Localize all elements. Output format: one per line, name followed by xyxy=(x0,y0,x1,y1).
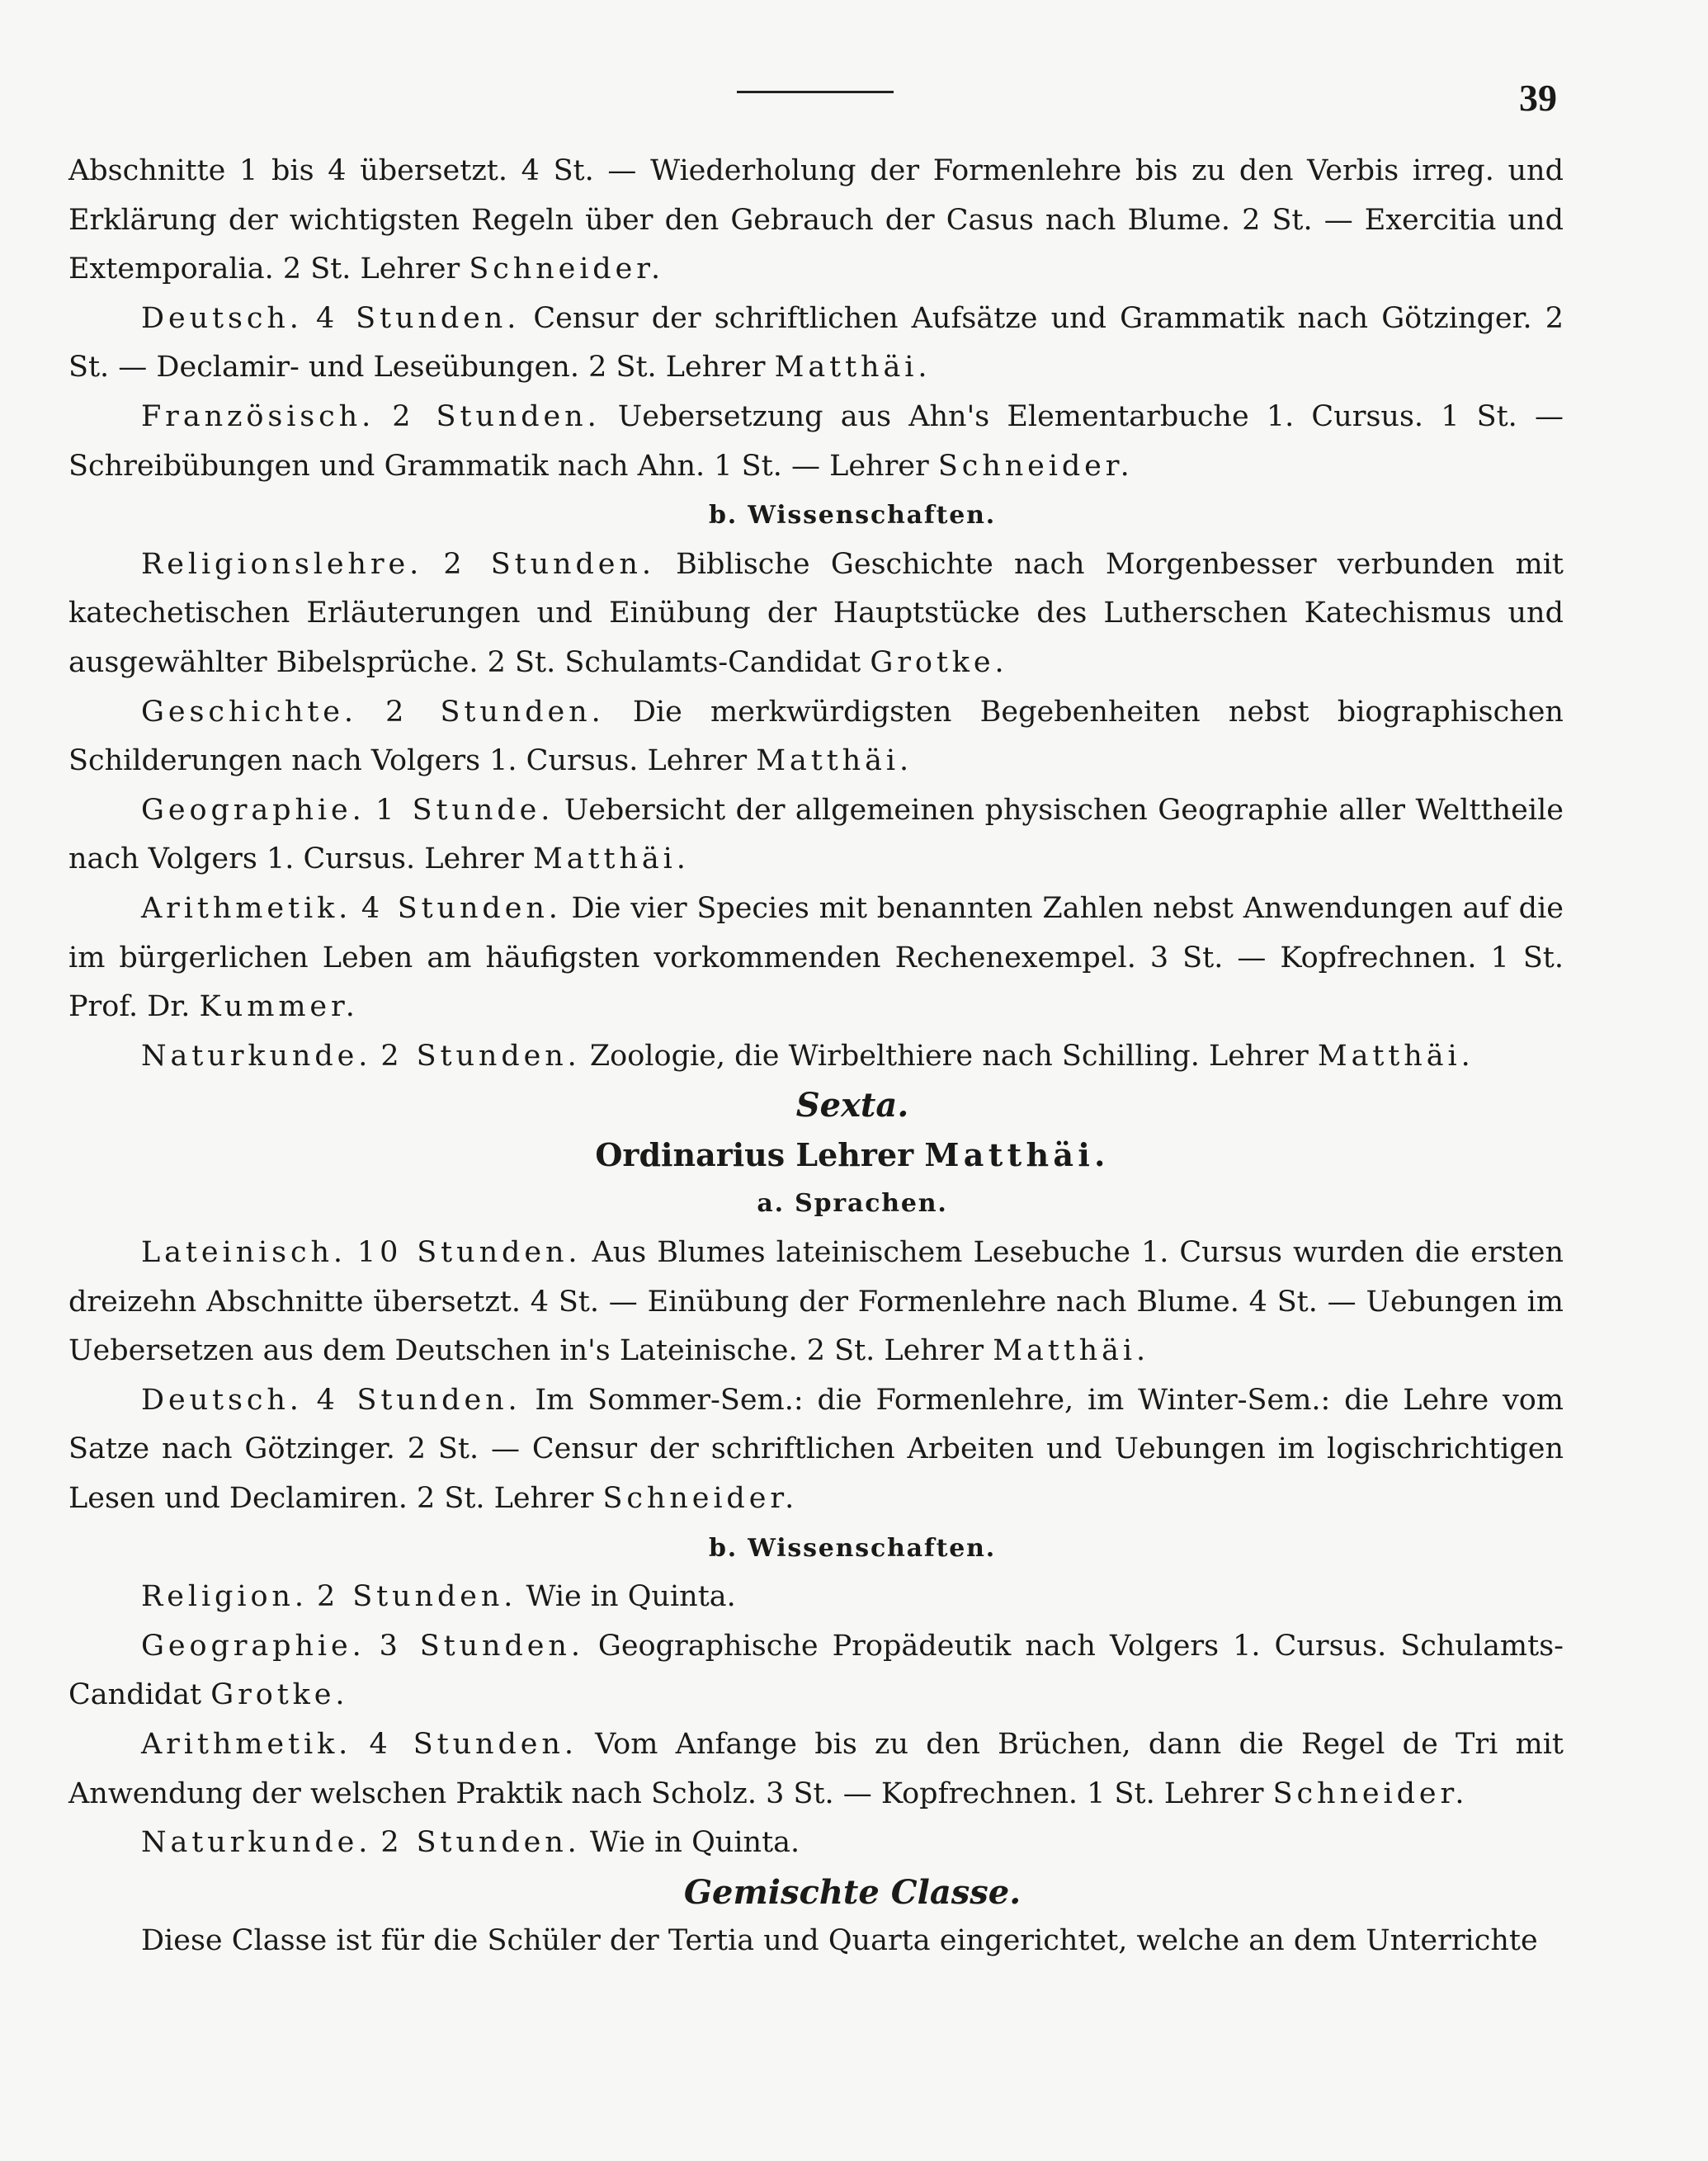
paragraph-text: Wie in Quinta. xyxy=(517,1580,736,1614)
ordinarius-prefix: Ordinarius Lehrer xyxy=(595,1135,925,1173)
subject-label: Arithmetik. xyxy=(141,891,352,925)
teacher-name: Schneider. xyxy=(469,252,665,286)
paragraph-franzoesisch xyxy=(68,393,1564,491)
paragraph-text: Die vier Species mit benannten Zahlen nebst Anwendungen auf die im bürgerlichen Leben am häufigsten vorkommenden Rechenexempel. 3 St. — Kopfrechnen. 1 St. Prof. Dr. xyxy=(68,891,1564,1024)
paragraph-geschichte xyxy=(68,688,1564,786)
paragraph-gemischte: Diese Classe ist für die Schüler der Tertia und Quarta eingerichtet, welche an dem Unterrichte xyxy=(141,1924,1538,1958)
body-text xyxy=(68,147,1564,1966)
paragraph-lateinisch xyxy=(68,1229,1564,1376)
subject-label: Geographie. xyxy=(141,793,366,827)
hours-label: 2 Stunden. xyxy=(317,1580,517,1614)
subject-label: Geschichte. xyxy=(141,695,357,729)
paragraph-text: Im Sommer-Sem.: die Formenlehre, im Winter-Sem.: die Lehre vom Satze nach Götzinger. 2 St. — Censur der schriftlichen Arbeiten und Uebungen im logischrichtigen Lesen und Declamiren. 2 St. Lehrer xyxy=(68,1383,1564,1516)
paragraph-text: Censur der schriftlichen Aufsätze und Grammatik nach Götzinger. 2 St. — Declamir- und Leseübungen. 2 St. Lehrer xyxy=(68,301,1564,385)
subject-label: Deutsch. xyxy=(141,301,303,335)
ordinarius-line xyxy=(68,1130,1564,1180)
top-rule xyxy=(737,91,894,93)
subject-label: Religionslehre. xyxy=(141,547,423,581)
hours-label: 4 Stunden. xyxy=(316,1383,521,1417)
ordinarius-name: Matthäi. xyxy=(924,1135,1110,1173)
paragraph-arithmetik-sexta xyxy=(68,1720,1564,1819)
paragraph-text: Zoologie, die Wirbelthiere nach Schilling. Lehrer xyxy=(580,1039,1318,1073)
section-heading-wissenschaften: b. Wissenschaften. xyxy=(708,501,996,531)
teacher-name: Matthäi. xyxy=(756,744,913,778)
paragraph-text: Biblische Geschichte nach Morgenbesser verbunden mit katechetischen Erläuterungen und Einübung der Hauptstücke des Lutherschen Katechismus und ausgewählter Bibelsprüche. 2 St. Schulamts-Candidat xyxy=(68,547,1564,679)
teacher-name: Grotke. xyxy=(210,1678,349,1712)
subject-label: Geographie. xyxy=(141,1629,366,1663)
class-heading-gemischte: Gemischte Classe. xyxy=(683,1872,1021,1912)
hours-label: 2 Stunden. xyxy=(392,399,601,433)
hours-label: 10 Stunden. xyxy=(357,1236,582,1270)
subject-label: Religion. xyxy=(141,1580,308,1614)
hours-label: 4 Stunden. xyxy=(369,1728,578,1761)
teacher-name: Schneider. xyxy=(937,449,1134,483)
teacher-name: Schneider. xyxy=(1272,1776,1469,1810)
paragraph-religionslehre xyxy=(68,540,1564,688)
teacher-name: Matthäi. xyxy=(993,1334,1149,1368)
paragraph-text: Uebersetzung aus Ahn's Elementarbuche 1. Cursus. 1 St. — Schreibübungen und Grammatik nach Ahn. 1 St. — Lehrer xyxy=(68,399,1564,483)
teacher-name: Matthäi. xyxy=(533,842,690,876)
subject-label: Deutsch. xyxy=(141,1383,303,1417)
paragraph-deutsch-sexta xyxy=(68,1376,1564,1524)
hours-label: 2 Stunden. xyxy=(385,695,605,729)
paragraph-text: Aus Blumes lateinischem Lesebuche 1. Cursus wurden die ersten dreizehn Abschnitte übersetzt. 4 St. — Einübung der Formenlehre nach Blume. 4 St. — Uebungen im Uebersetzen aus dem Deutschen in's Lateinische. 2 St. Lehrer xyxy=(68,1236,1564,1368)
paragraph-text: Die merkwürdigsten Begebenheiten nebst biographischen Schilderungen nach Volgers 1. Cursus. Lehrer xyxy=(68,695,1564,778)
paragraph-text: Wie in Quinta. xyxy=(580,1826,800,1860)
paragraph-deutsch xyxy=(68,295,1564,393)
paragraph-geographie xyxy=(68,786,1564,885)
paragraph-latein-continued xyxy=(68,147,1564,295)
paragraph-religion-sexta xyxy=(68,1573,1564,1622)
page-number: 39 xyxy=(1519,77,1557,119)
paragraph-text: Uebersicht der allgemeinen physischen Geographie aller Welttheile nach Volgers 1. Cursus. Lehrer xyxy=(68,793,1564,876)
hours-label: 2 Stunden. xyxy=(380,1039,581,1073)
paragraph-naturkunde-sexta xyxy=(68,1819,1564,1868)
paragraph-geographie-sexta xyxy=(68,1622,1564,1720)
teacher-name: Matthäi. xyxy=(1317,1039,1474,1073)
hours-label: 4 Stunden. xyxy=(315,301,521,335)
teacher-name: Schneider. xyxy=(602,1482,799,1516)
teacher-name: Matthäi. xyxy=(774,351,932,385)
subject-label: Arithmetik. xyxy=(141,1728,352,1761)
subject-label: Französisch. xyxy=(141,399,375,433)
subject-label: Naturkunde. xyxy=(141,1826,372,1860)
section-heading-wissenschaften-sexta: b. Wissenschaften. xyxy=(708,1533,996,1563)
subject-label: Naturkunde. xyxy=(141,1039,372,1073)
paragraph-text: Geographische Propädeutik nach Volgers 1. Cursus. Schulamts-Candidat xyxy=(68,1629,1564,1712)
subject-label: Lateinisch. xyxy=(141,1236,347,1270)
paragraph-arithmetik xyxy=(68,885,1564,1032)
hours-label: 3 Stunden. xyxy=(379,1629,584,1663)
hours-label: 4 Stunden. xyxy=(361,891,562,925)
hours-label: 2 Stunden. xyxy=(443,547,655,581)
paragraph-text: Abschnitte 1 bis 4 übersetzt. 4 St. — Wiederholung der Formenlehre bis zu den Verbis irreg. und Erklärung der wichtigsten Regeln über den Gebrauch der Casus nach Blume. 2 St. — Exercitia und Extemporalia. 2 St. Lehrer xyxy=(68,154,1564,286)
paragraph-text: Vom Anfange bis zu den Brüchen, dann die Regel de Tri mit Anwendung der welschen Praktik nach Scholz. 3 St. — Kopfrechnen. 1 St. Lehrer xyxy=(68,1728,1564,1810)
hours-label: 2 Stunden. xyxy=(380,1826,581,1860)
class-heading-sexta: Sexta. xyxy=(795,1086,909,1125)
section-heading-sprachen: a. Sprachen. xyxy=(757,1189,948,1219)
hours-label: 1 Stunde. xyxy=(375,793,554,827)
teacher-name: Grotke. xyxy=(870,645,1008,679)
teacher-name: Kummer. xyxy=(199,990,359,1024)
paragraph-naturkunde xyxy=(68,1032,1564,1082)
